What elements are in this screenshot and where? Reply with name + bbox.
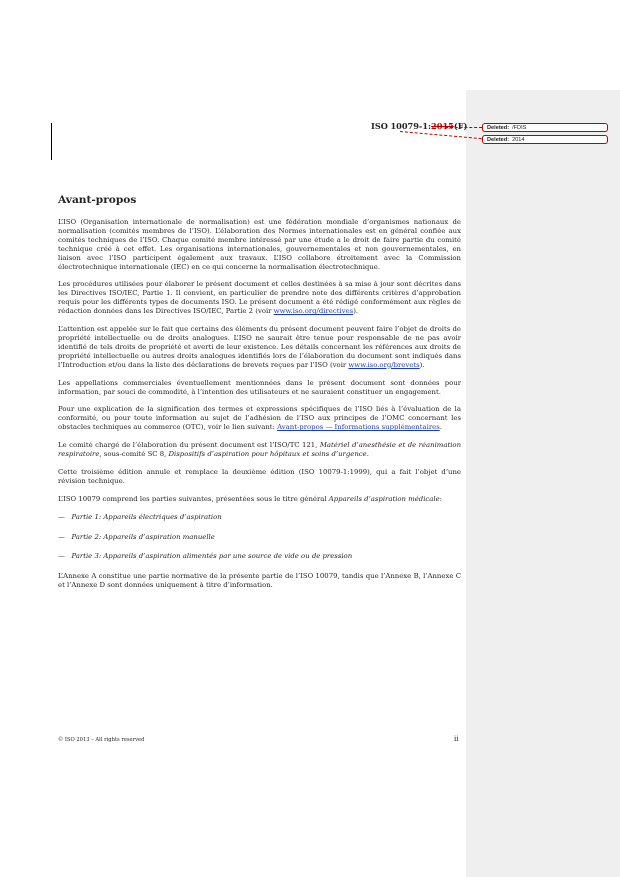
paragraph-text: Pour une explication de la signification des termes et expressions spécifiques de l’ISO liés à l’évaluation de la conformité, ou pour toute information au sujet de l’adhésion de l’ISO aux principes de l’OMC concernant les obstacles techniques au commerce (OTC), voir le lien suivant: — [58, 405, 461, 432]
paragraph-text: ). — [353, 307, 359, 316]
change-bar — [51, 123, 52, 160]
list-item-text: Partie 1: Appareils électriques d’aspiration — [71, 512, 222, 521]
paragraph-text: L’attention est appelée sur le fait que certains des éléments du présent document peuvent faire l’objet de droits de propriété intellectuelle ou de droits analogues. L’ISO ne saurait être tenue pour responsable de ne pas avoir identifié de tels droits de propriété et averti de leur existence. Les détails concernant les références aux droits de propriété intellectuelle ou autres droits analogues identifiés lors de l’élaboration du document sont indiqués dans l’Introduction et/ou dans la liste des déclarations de brevets reçues par l’ISO (voir — [58, 325, 461, 369]
ref-suffix: (F) — [453, 121, 468, 131]
paragraph-text: . — [439, 423, 442, 432]
footer-page-number: ii — [454, 735, 459, 743]
paragraph-committee — [58, 441, 461, 459]
paragraph-edition: Cette troisième édition annule et remplace la deuxième édition (ISO 10079-1:1999), qui a fait l’objet d’une révision technique. — [58, 467, 461, 485]
comment-label: Deleted: — [487, 125, 510, 131]
paragraph-annexes: L’Annexe A constitue une partie normative de la présente partie de l’ISO 10079, tandis que l’Annexe B, l’Annexe C et l’Annexe D sont données uniquement à titre d’information. — [58, 572, 461, 590]
list-item-part-1 — [58, 513, 461, 522]
list-item-part-3 — [58, 552, 461, 561]
document-body — [58, 194, 461, 599]
paragraph-iso-intro: L’ISO (Organisation internationale de normalisation) est une fédération mondiale d’organismes nationaux de normalisation (comités membres de l’ISO). L’élaboration des Normes internationales est en général confiée aux comités techniques de l’ISO. Chaque comité membre intéressé par une étude a le droit de faire partie du comité technique créé à cet effet. Les organisations internationales, gouvernementales et non gouvernementales, en liaison avec l’ISO participent également aux travaux. L’ISO collabore étroitement avec la Commission électrotechnique internationale (IEC) en ce qui concerne la normalisation électrotechnique. — [58, 218, 461, 271]
comment-balloon-deleted-2014[interactable] — [482, 135, 608, 144]
general-title: Appareils d’aspiration médicale — [328, 494, 440, 503]
paragraph-text: Le comité chargé de l’élaboration du présent document est l’ISO/TC 121, — [58, 441, 320, 450]
markup-pane — [466, 90, 620, 877]
paragraph-text: Les procédures utilisées pour élaborer le présent document et celles destinées à sa mise à jour sont décrites dans les Directives ISO/IEC, Partie 1. Il convient, en particulier de prendre note des différents critères d’approbation requis pour les différents types de documents ISO. Le présent document a été rédigé conformément aux règles de rédaction données dans les Directives ISO/IEC, Partie 2 (voir — [58, 280, 461, 316]
ref-number: 10079-1: — [390, 121, 432, 131]
section-title: Avant-propos — [58, 194, 137, 206]
footer-copyright: © ISO 2013 – All rights reserved — [58, 737, 145, 743]
paragraph-trade-names: Les appellations commerciales éventuellement mentionnées dans le présent document sont données pour information, par souci de commodité, à l’intention des utilisateurs et ne sauraient constituer un engagement. — [58, 378, 461, 396]
deleted-year: 2015 — [431, 121, 454, 131]
paragraph-text: . — [366, 450, 369, 459]
paragraph-patents — [58, 325, 461, 370]
list-dash: — — [58, 512, 65, 521]
paragraph-procedures — [58, 280, 461, 316]
subcommittee-title: Dispositifs d’aspiration pour hôpitaux et soins d’urgence — [168, 450, 367, 459]
comment-balloon-deleted-fdis[interactable] — [482, 123, 608, 132]
paragraph-conformity — [58, 405, 461, 432]
paragraph-parts-intro — [58, 495, 461, 504]
committee-title: Matériel d’anesthésie et de réanimation respiratoire — [58, 441, 462, 459]
link-directives[interactable]: www.iso.org/directives — [273, 307, 354, 316]
ref-prefix: ISO — [371, 121, 388, 131]
comment-label: Deleted: — [487, 137, 510, 143]
paragraph-text: : — [439, 494, 442, 503]
comment-text: 2014 — [512, 137, 525, 143]
list-dash: — — [58, 532, 65, 541]
list-item-text: Partie 2: Appareils d’aspiration manuelle — [71, 532, 215, 541]
paragraph-text: , sous-comité SC 8, — [99, 450, 169, 459]
link-brevets[interactable]: www.iso.org/brevets — [348, 360, 420, 369]
link-foreword-info[interactable]: Avant-propos — Informations supplémentaires — [277, 423, 440, 432]
list-item-part-2 — [58, 533, 461, 542]
comment-text: /FDIS — [512, 125, 527, 131]
list-item-text: Partie 3: Appareils d’aspiration alimentés par une source de vide ou de pression — [71, 552, 353, 561]
comment-connector-1 — [445, 127, 482, 128]
document-reference — [371, 121, 467, 131]
list-dash: — — [58, 552, 65, 561]
paragraph-text: L’ISO 10079 comprend les parties suivantes, présentées sous le titre général — [58, 494, 329, 503]
paragraph-text: ). — [419, 360, 425, 369]
